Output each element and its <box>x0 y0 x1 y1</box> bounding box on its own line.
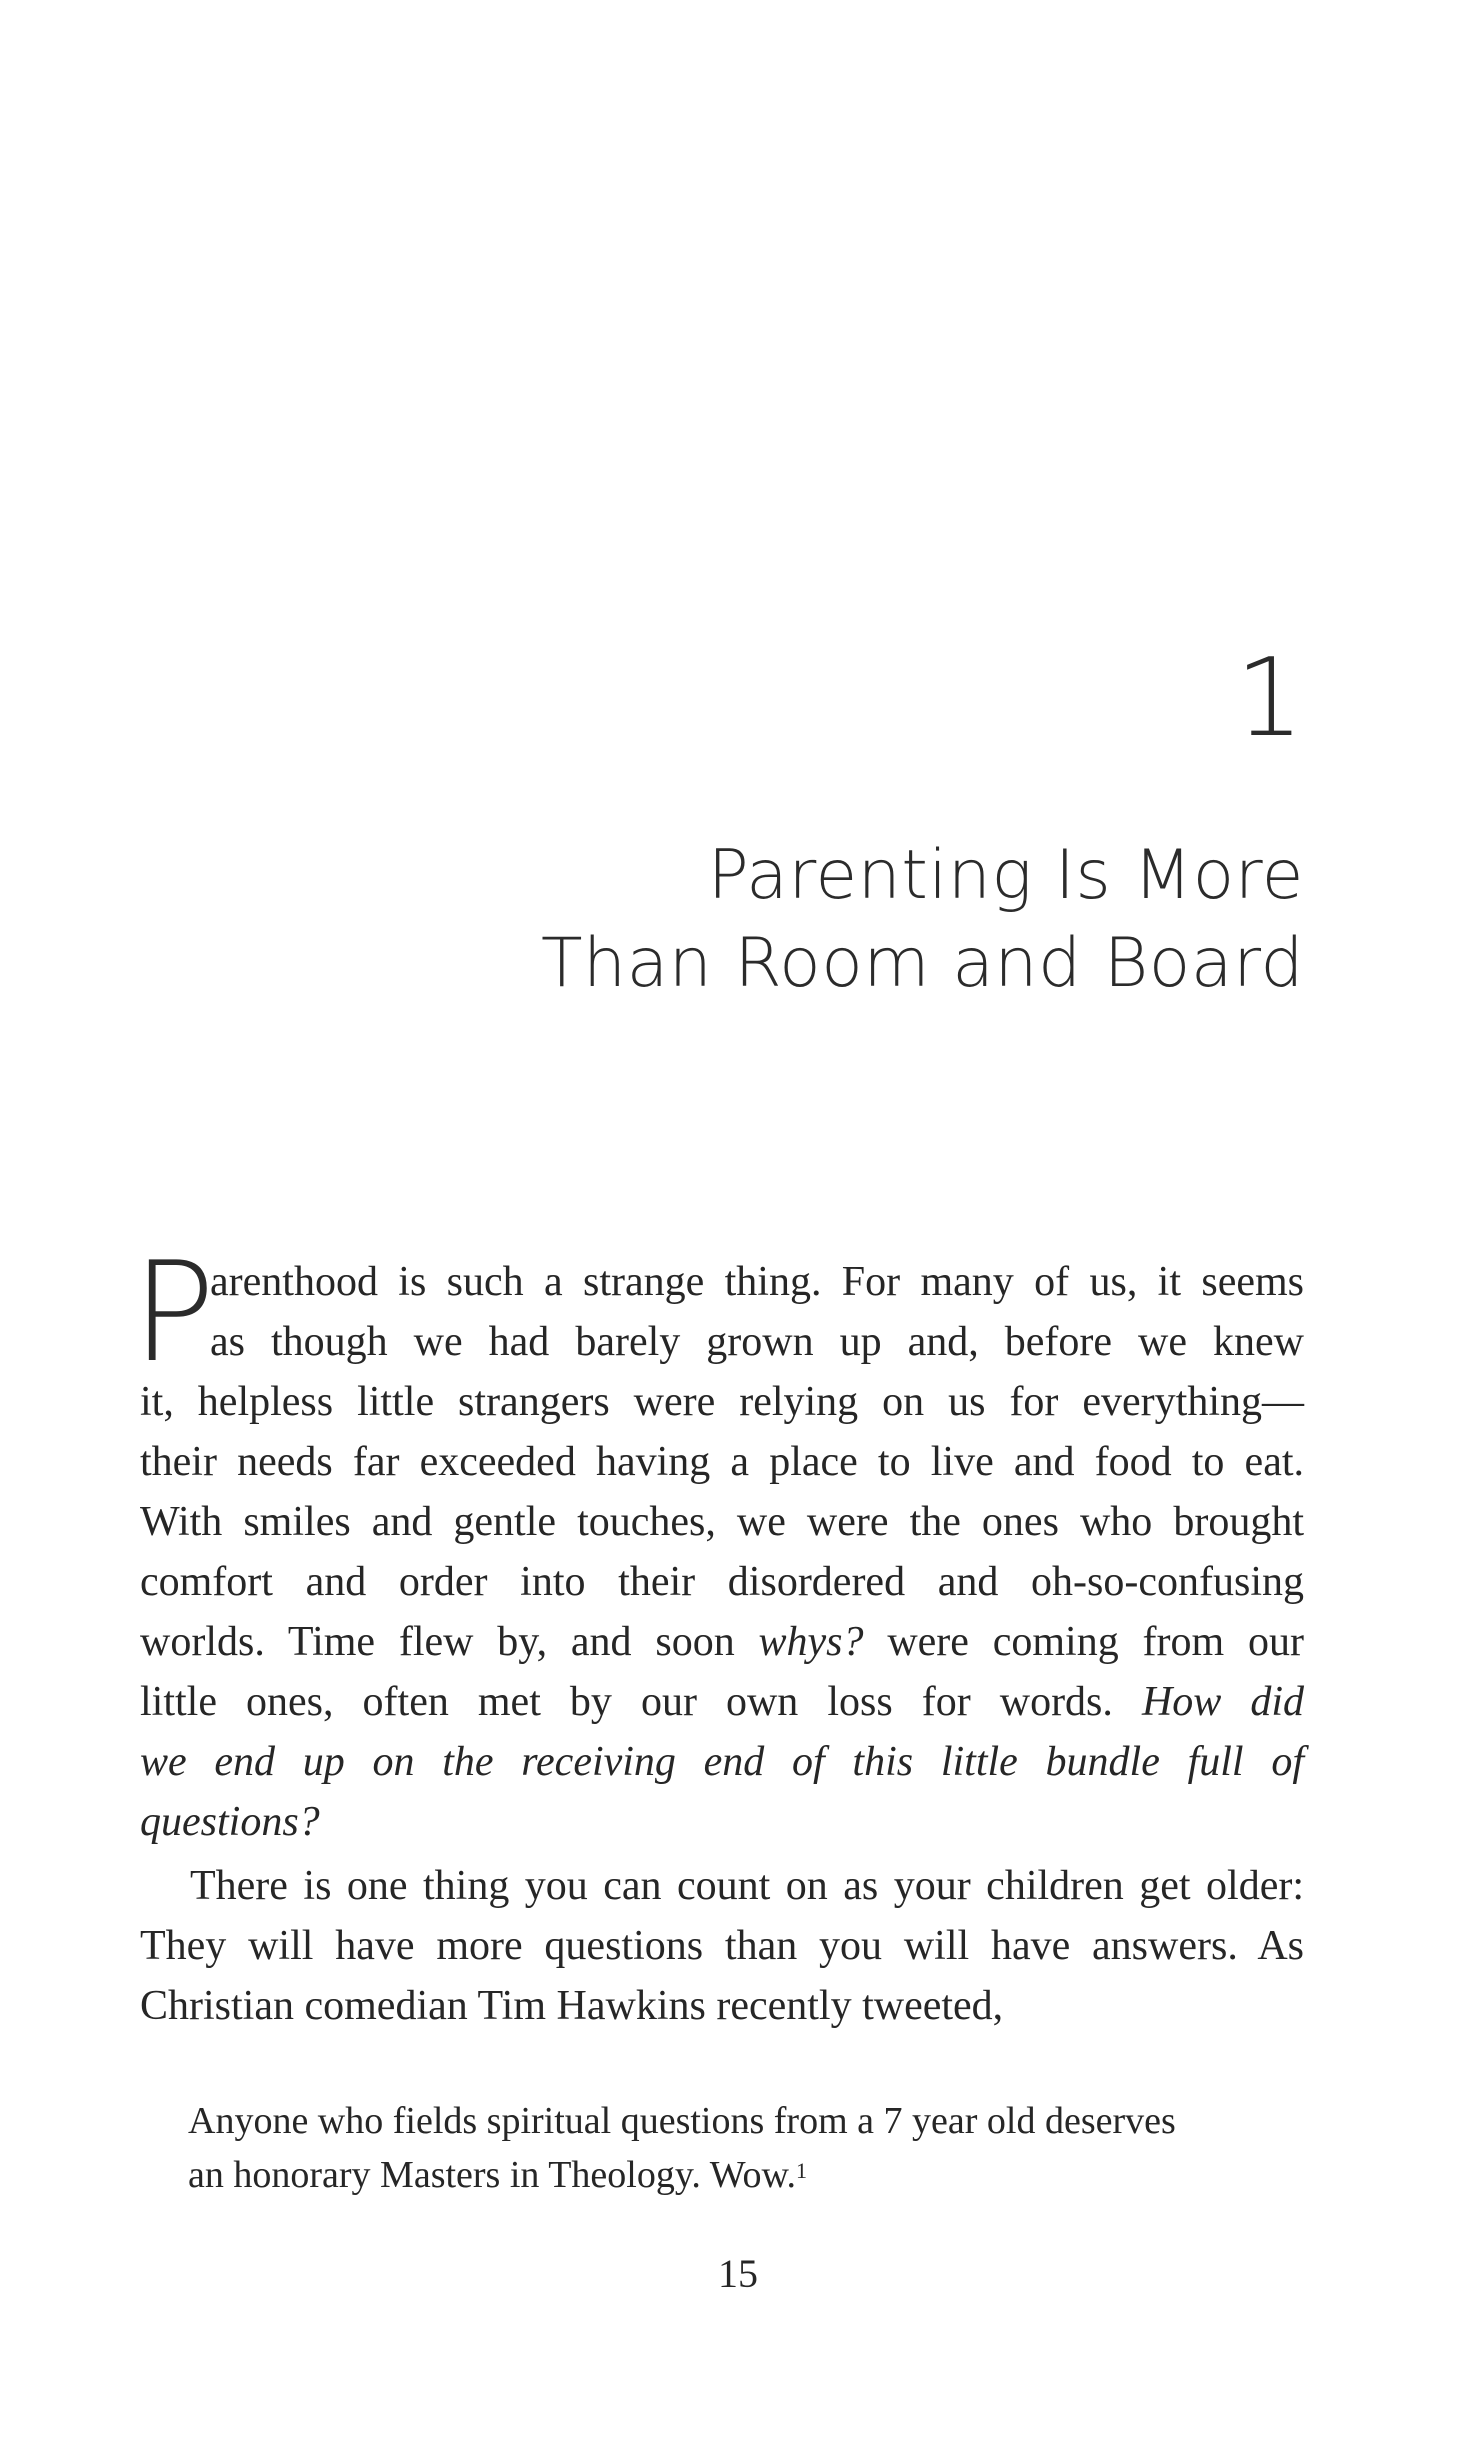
quote-line: Anyone who fields spiritual questions from a 7 year old deserves <box>188 2100 1176 2142</box>
paragraph-line <box>140 1732 1304 1792</box>
paragraph-line: There is one thing you can count on as your children get older: <box>190 1863 1304 1909</box>
chapter-title <box>541 832 1304 1008</box>
paragraph-line <box>140 1672 1304 1732</box>
paragraph-line: their needs far exceeded having a place to live and food to eat. <box>140 1439 1304 1485</box>
text-run: worlds. Time flew by, and soon <box>140 1619 759 1665</box>
paragraph-line: as though we had barely grown up and, before we knew <box>210 1319 1304 1365</box>
paragraph-line: comfort and order into their disordered and oh-so-confusing <box>140 1559 1304 1605</box>
text-run: were coming from our <box>863 1619 1304 1665</box>
paragraph-line <box>140 1792 1304 1852</box>
paragraph-line: arenthood is such a strange thing. For many of us, it seems <box>210 1259 1304 1305</box>
block-quote <box>188 2094 1248 2202</box>
paragraph-opening <box>132 1232 1305 1852</box>
page-number: 15 <box>718 2251 758 2296</box>
paragraph-line: They will have more questions than you will have answers. As <box>140 1923 1304 1969</box>
chapter-number: 1 <box>1235 636 1304 761</box>
drop-cap: P <box>132 1232 216 1393</box>
chapter-title-line: Than Room and Board <box>540 924 1304 1003</box>
paragraph-line: it, helpless little strangers were relying on us for everything— <box>140 1379 1304 1425</box>
italic-text-run: How did <box>1141 1679 1305 1725</box>
italic-text-run: whys? <box>758 1619 864 1665</box>
paragraph-line: With smiles and gentle touches, we were the ones who brought <box>140 1499 1304 1545</box>
footnote-marker: 1 <box>796 2158 807 2183</box>
italic-text-run: questions? <box>140 1799 320 1845</box>
chapter-title-line: Parenting Is More <box>707 836 1304 915</box>
paragraph-second <box>140 1856 1304 2036</box>
paragraph-line <box>140 1612 1304 1672</box>
paragraph-line: Christian comedian Tim Hawkins recently tweeted, <box>140 1983 1004 2029</box>
text-run: little ones, often met by our own loss for words. <box>140 1679 1142 1725</box>
quote-text: an honorary Masters in Theology. Wow. <box>188 2154 796 2196</box>
quote-line <box>188 2148 1248 2202</box>
italic-text-run: we end up on the receiving end of this little bundle full of <box>140 1739 1304 1785</box>
